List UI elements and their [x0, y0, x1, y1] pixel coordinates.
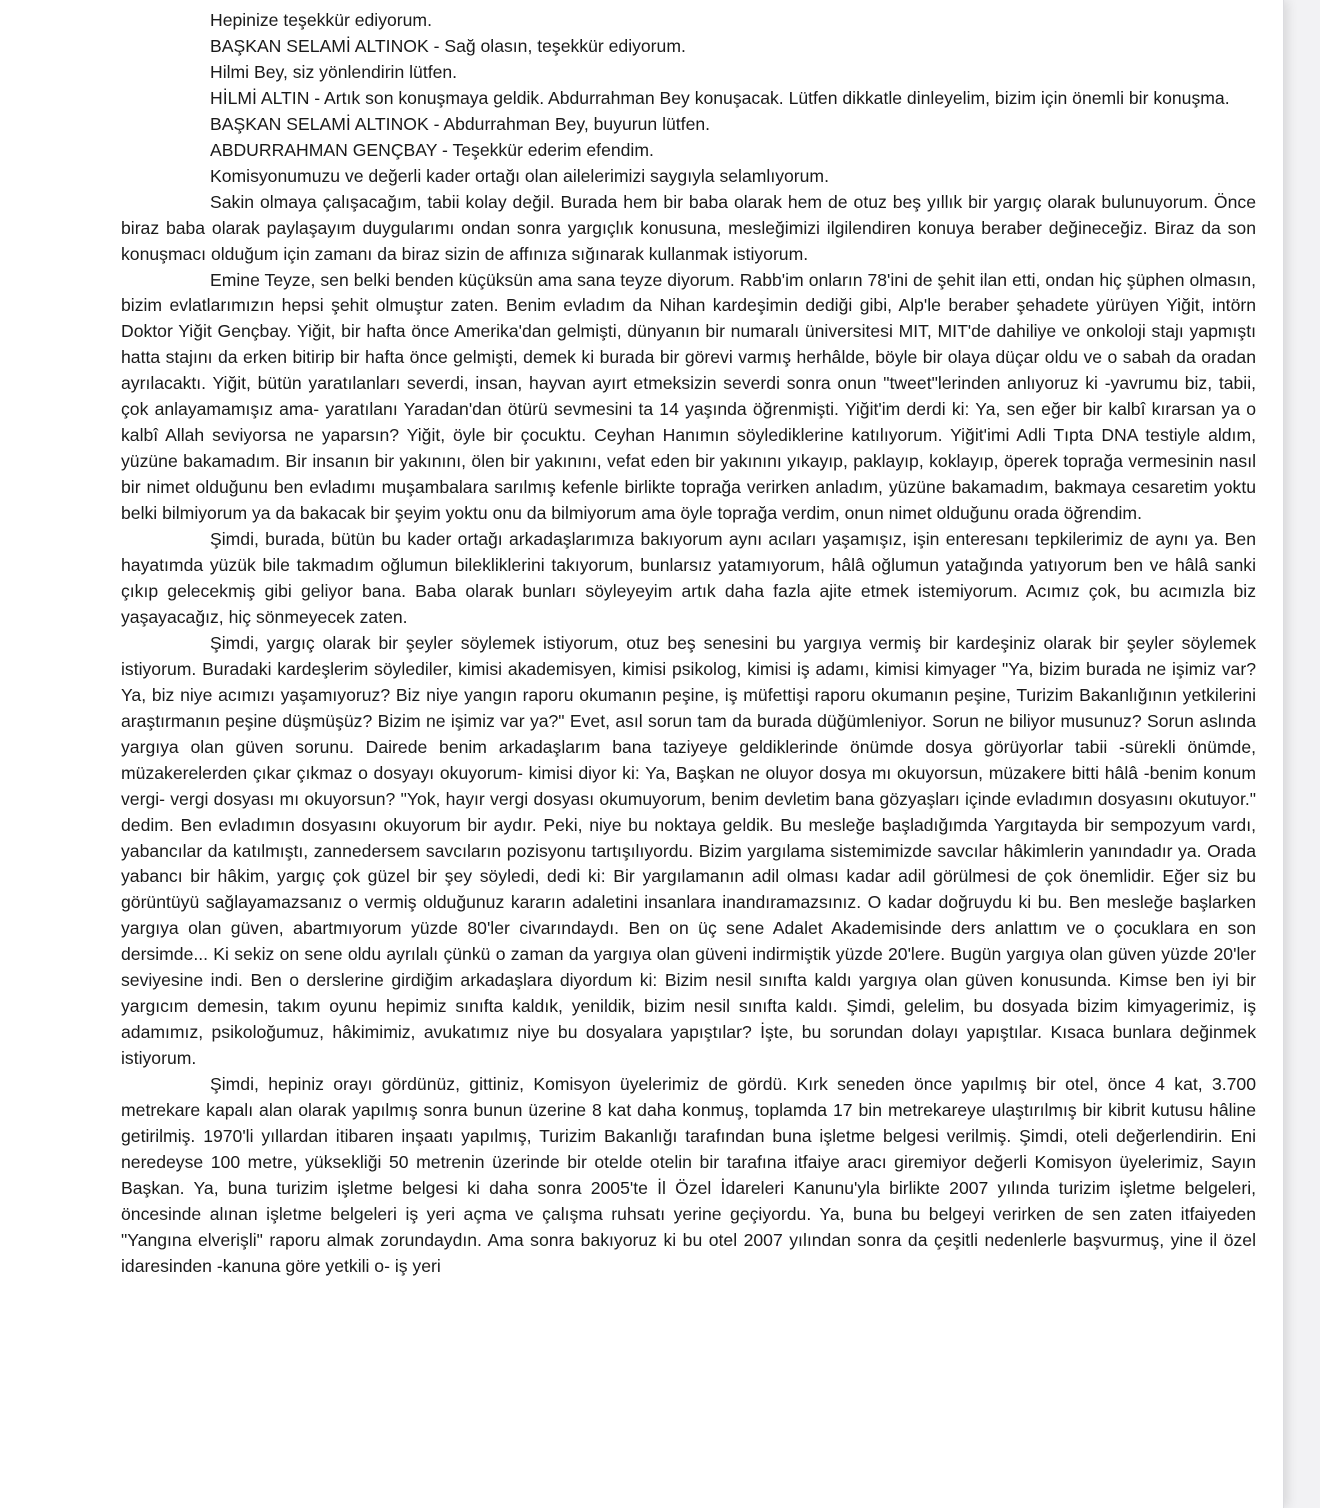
- paragraph: BAŞKAN SELAMİ ALTINOK - Sağ olasın, teşekkür ediyorum.: [210, 35, 686, 56]
- paragraph: Sakin olmaya çalışacağım, tabii kolay değil. Burada hem bir baba olarak hem de otuz beş yıllık bir yargıç olarak bulunuyorum. Önce biraz baba olarak paylaşayım duygularımı ondan sonra yargıçlık konusuna, mesleğimizi ilgilendiren konuya beraber değineceğiz. Biraz da son konuşmacı olduğum için zamanı da biraz sizin de affınıza sığınarak kullanmak istiyorum.: [121, 191, 1256, 264]
- paragraph: Hilmi Bey, siz yönlendirin lütfen.: [210, 61, 458, 82]
- paragraph: HİLMİ ALTIN - Artık son konuşmaya geldik. Abdurrahman Bey konuşacak. Lütfen dikkatle dinleyelim, bizim için önemli bir konuşma.: [210, 87, 1230, 108]
- paragraph: Şimdi, hepiniz orayı gördünüz, gittiniz, Komisyon üyelerimiz de gördü. Kırk seneden önce yapılmış bir otel, önce 4 kat, 3.700 metrekare kapalı alan olarak yapılmış sonra bunun üzerine 8 kat daha konmuş, toplamda 17 bin metrekareye ulaştırılmış bir kibrit kutusu hâline getirilmiş. 1970'li yıllardan itibaren inşaatı yapılmış, Turizim Bakanlığı tarafından buna işletme belgesi verilmiş. Şimdi, oteli değerlendirin. Eni neredeyse 100 metre, yüksekliği 50 metrenin üzerinde bir otelde otelin bir tarafına itfaiye aracı giremiyor değerli Komisyon üyelerimiz, Sayın Başkan. Ya, buna turizim işletme belgesi ki daha sonra 2005'te İl Özel İdareleri Kanunu'yla birlikte 2007 yılında turizim işletme belgeleri, öncesinde alınan işletme belgeleri iş yeri açma ve çalışma ruhsatı yerine geçiyordu. Ya, buna bu belgeyi verirken de sen zaten itfaiyeden "Yangına elverişli" raporu almak zorundaydın. Ama sonra bakıyoruz ki bu otel 2007 yılından sonra da çeşitli nedenlerle başvurmuş, yine il özel idaresinden -kanuna göre yetkili o- iş yeri: [121, 1074, 1256, 1276]
- paragraph: BAŞKAN SELAMİ ALTINOK - Abdurrahman Bey, buyurun lütfen.: [210, 113, 711, 134]
- transcript-body: [121, 8, 1256, 1280]
- paragraph: ABDURRAHMAN GENÇBAY - Teşekkür ederim efendim.: [210, 139, 654, 160]
- paragraph: Emine Teyze, sen belki benden küçüksün ama sana teyze diyorum. Rabb'im onların 78'ini de şehit ilan etti, ondan hiç şüphen olmasın, bizim evlatlarımızın hepsi şehit olmuştur zaten. Benim evladım da Nihan kardeşimin dediği gibi, Alp'le beraber şehadete yürüyen Yiğit, intörn Doktor Yiğit Gençbay. Yiğit, bir hafta önce Amerika'dan gelmişti, dünyanın bir numaralı üniversitesi MIT, MIT'de dahiliye ve onkoloji stajı yapmıştı hatta stajını da erken bitirip bir hafta önce gelmişti, demek ki burada bir görevi varmış herhâlde, böyle bir olaya düçar oldu ve o sabah da oradan ayrılacaktı. Yiğit, bütün yaratılanları severdi, insan, hayvan ayırt etmeksizin severdi sonra onun "tweet"lerinden anlıyoruz ki -yavrumu biz, tabii, çok anlayamamışız ama- yaratılanı Yaradan'dan ötürü sevmesini ta 14 yaşında öğrenmişti. Yiğit'im derdi ki: Ya, sen eğer bir kalbî kırarsan ya o kalbî Allah seviyorsa ne yaparsın? Yiğit, öyle bir çocuktu. Ceyhan Hanımın söylediklerine katılıyorum. Yiğit'imi Adli Tıpta DNA testiyle aldım, yüzüne bakamadım. Bir insanın bir yakınını, ölen bir yakınını, vefat eden bir yakınını yıkayıp, paklayıp, koklayıp, öperek toprağa vermesinin nasıl bir nimet olduğunu ben evladımı muşambalara sarılmış kefenle birlikte toprağa verirken anladım, yüzüne bakamadım, bakmaya cesaretim yoktu belki bilmiyorum ya da bakacak bir şeyim yoktu onu da bilmiyorum ama öyle toprağa verdim, onun nimet olduğunu orada öğrendim.: [121, 269, 1256, 524]
- paragraph: Şimdi, burada, bütün bu kader ortağı arkadaşlarımıza bakıyorum aynı acıları yaşamışız, işin enteresanı tepkilerimiz de aynı ya. Ben hayatımda yüzük bile takmadım oğlumun bilekliklerini takıyorum, bunlarsız yatamıyorum, hâlâ oğlumun yatağında yatıyorum ben ve hâlâ sanki çıkıp gelecekmiş gibi geliyor bana. Baba olarak bunları söyleyeyim artık daha fazla ajite etmek istemiyorum. Acımız çok, bu acımızla biz yaşayacağız, hiç sönmeyecek zaten.: [121, 529, 1256, 627]
- paragraph: Şimdi, yargıç olarak bir şeyler söylemek istiyorum, otuz beş senesini bu yargıya vermiş bir kardeşiniz olarak bir şeyler söylemek istiyorum. Buradaki kardeşlerim söylediler, kimisi akademisyen, kimisi psikolog, kimisi iş adamı, kimisi kimyager "Ya, bizim burada ne işimiz var? Ya, biz niye acımızı yaşamıyoruz? Biz niye yangın raporu okumanın peşine, iş müfettişi raporu okumanın peşine, Turizim Bakanlığının yetkilerini araştırmanın peşine düşmüşüz? Bizim ne işimiz var ya?" Evet, asıl sorun tam da burada düğümleniyor. Sorun ne biliyor musunuz? Sorun aslında yargıya olan güven sorunu. Dairede benim arkadaşlarım bana taziyeye geldiklerinde önümde dosya görüyorlar tabii -sürekli önümde, müzakerelerden çıkar çıkmaz o dosyayı okuyorum- kimisi diyor ki: Ya, Başkan ne oluyor dosya mı okuyorsun, müzakere bitti hâlâ -benim konum vergi- vergi dosyası mı okuyorsun? "Yok, hayır vergi dosyası okumuyorum, benim devletim bana gözyaşları içinde evladımın dosyasını okutuyor." dedim. Ben evladımın dosyasını okuyorum bir aydır. Peki, niye bu noktaya geldik. Bu mesleğe başladığımda Yargıtayda bir sempozyum vardı, yabancılar da katılmıştı, zannedersem savcıların pozisyonu tartışılıyordu. Bizim yargılama sistemimizde savcılar hâkimlerin yanındadır ya. Orada yabancı bir hâkim, yargıç çok güzel bir şey söyledi, dedi ki: Bir yargılamanın adil olması kadar adil görülmesi de çok önemlidir. Eğer siz bu görüntüyü sağlayamazsanız o vermiş olduğunuz kararın adaletini insanlara inandıramazsınız. O kadar doğruydu ki bu. Ben mesleğe başlarken yargıya olan güven, abartmıyorum yüzde 80'ler civarındaydı. Ben on üç sene Adalet Akademisinde ders anlattım ve o çocuklara en son dersimde... Ki sekiz on sene oldu ayrılalı çünkü o zaman da yargıya olan güveni indirmiştik yüzde 20'lere. Bugün yargıya olan güven yüzde 20'ler seviyesine indi. Ben o derslerine girdiğim arkadaşlara diyordum ki: Bizim nesil sınıfta kaldı yargıya olan güven konusunda. Kimse ben iyi bir yargıcım demesin, takım oyunu hepimiz sınıfta kaldık, yenildik, bizim nesil sınıfta kaldı. Şimdi, gelelim, bu dosyada bizim kimyagerimiz, iş adamımız, psikoloğumuz, hâkimimiz, avukatımız niye bu dosyalara yapıştılar? İşte, bu sorundan dolayı yapıştılar. Kısaca bunlara değinmek istiyorum.: [121, 632, 1256, 1069]
- paragraph: Komisyonumuzu ve değerli kader ortağı olan ailelerimizi saygıyla selamlıyorum.: [210, 165, 829, 186]
- paragraph: Hepinize teşekkür ediyorum.: [210, 10, 432, 30]
